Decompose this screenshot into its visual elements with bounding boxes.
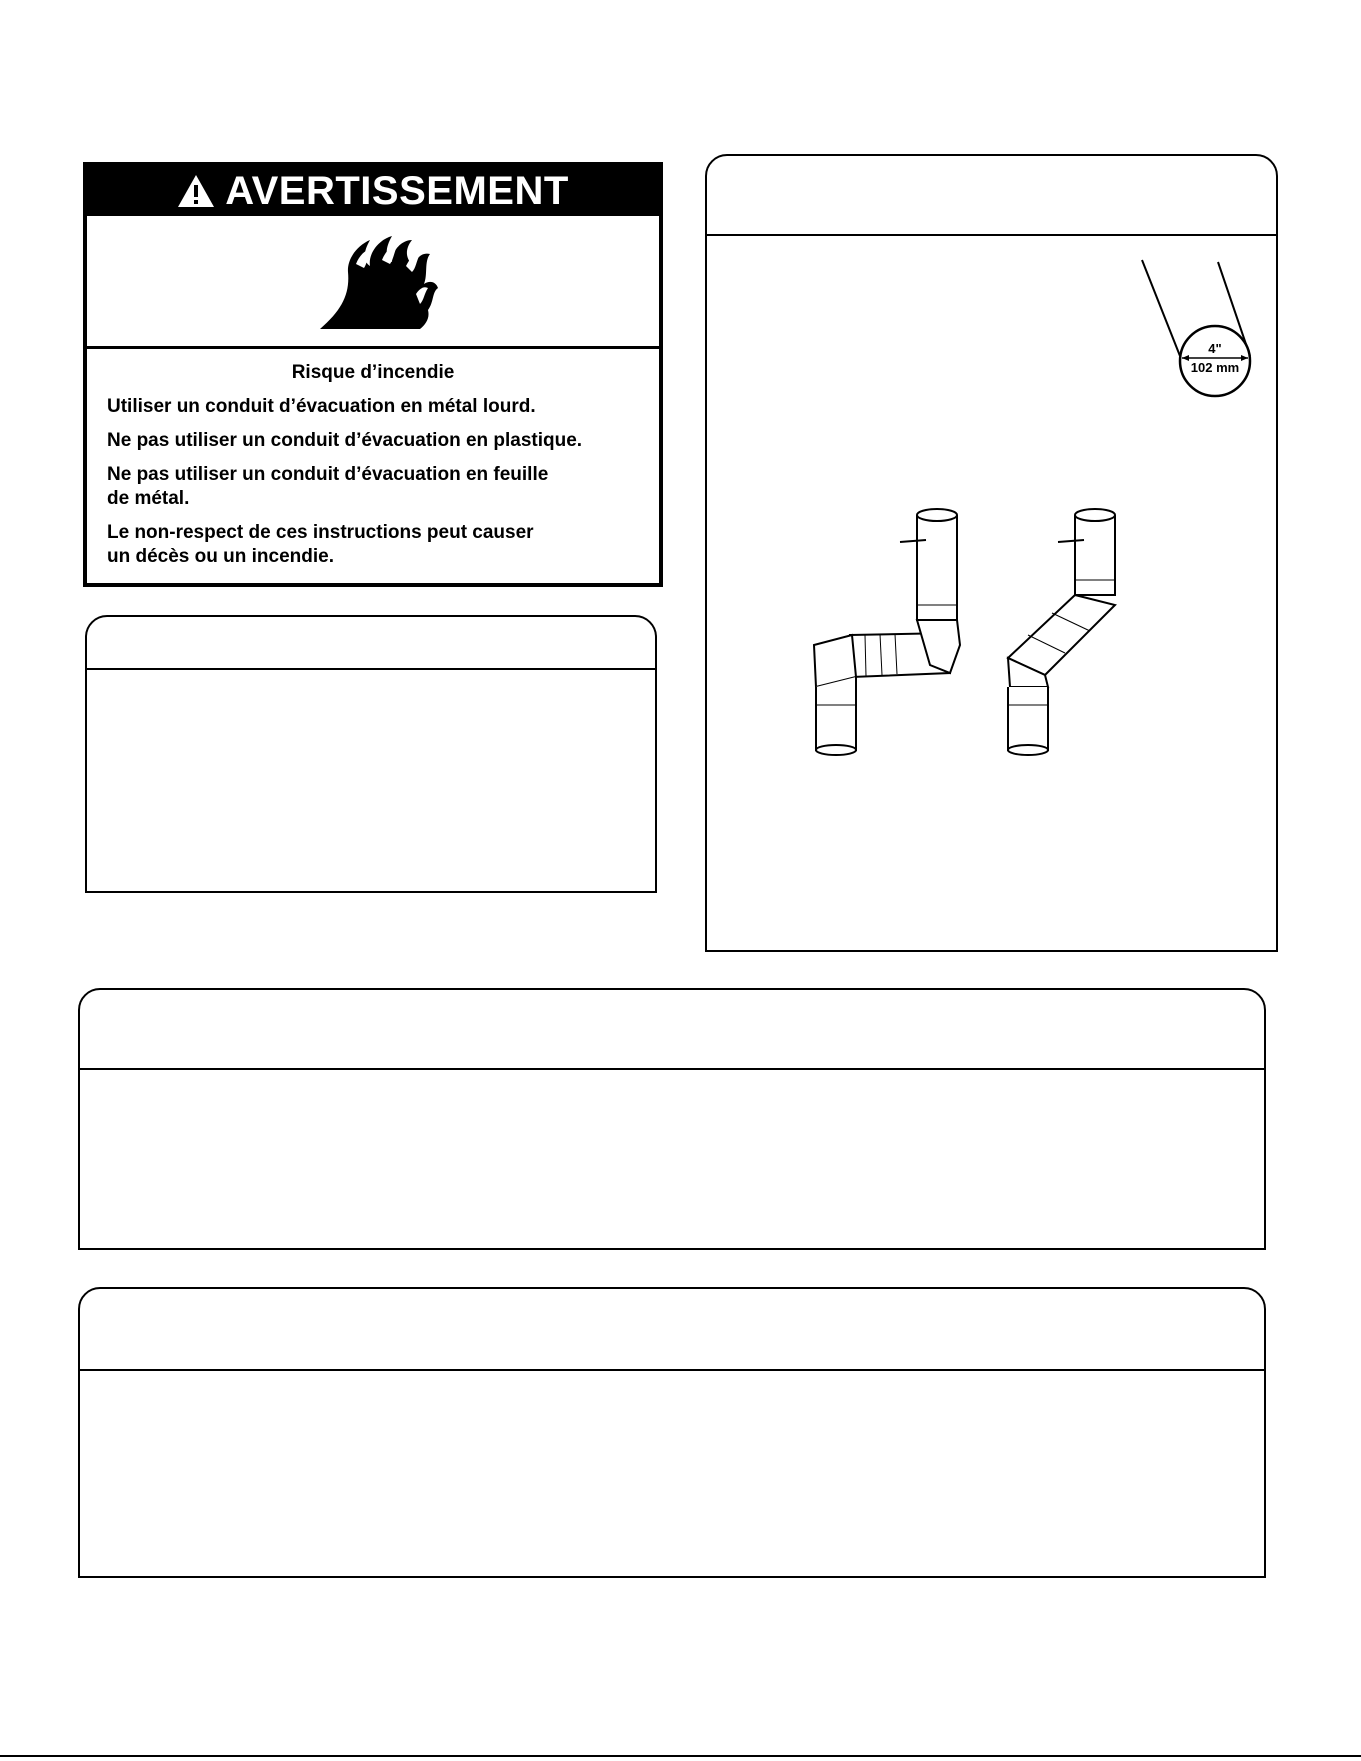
duct-diameter-diagram (1140, 258, 1260, 408)
diameter-inches-label: 4" (1208, 341, 1222, 356)
diameter-mm-label: 102 mm (1190, 360, 1240, 375)
panel-divider (87, 668, 655, 670)
warning-triangle-icon (177, 174, 215, 208)
panel-divider (707, 234, 1276, 236)
warning-box (83, 162, 663, 587)
flame-icon (312, 232, 442, 332)
footer-rule (0, 1755, 1361, 1757)
warning-header-text: AVERTISSEMENT (225, 168, 569, 213)
empty-panel-wide-2 (78, 1287, 1266, 1578)
warning-title: Risque d’incendie (291, 362, 455, 383)
duct-elbow-left (814, 509, 960, 755)
warning-body (87, 349, 659, 583)
panel-divider (80, 1369, 1264, 1371)
warning-line-2: Ne pas utiliser un conduit d’évacuation en plastique. (107, 430, 583, 451)
empty-panel-left (85, 615, 657, 893)
warning-line-3: Ne pas utiliser un conduit d’évacuation en feuille de métal. (107, 464, 549, 509)
duct-elbow-diagram (800, 505, 1130, 765)
empty-panel-wide-1 (78, 988, 1266, 1250)
warning-icon-area (87, 216, 659, 349)
duct-elbow-right (1008, 509, 1115, 755)
warning-line-1: Utiliser un conduit d’évacuation en métal lourd. (107, 396, 536, 417)
warning-header (87, 166, 659, 216)
warning-line-4: Le non-respect de ces instructions peut causer un décès ou un incendie. (107, 522, 534, 567)
panel-divider (80, 1068, 1264, 1070)
